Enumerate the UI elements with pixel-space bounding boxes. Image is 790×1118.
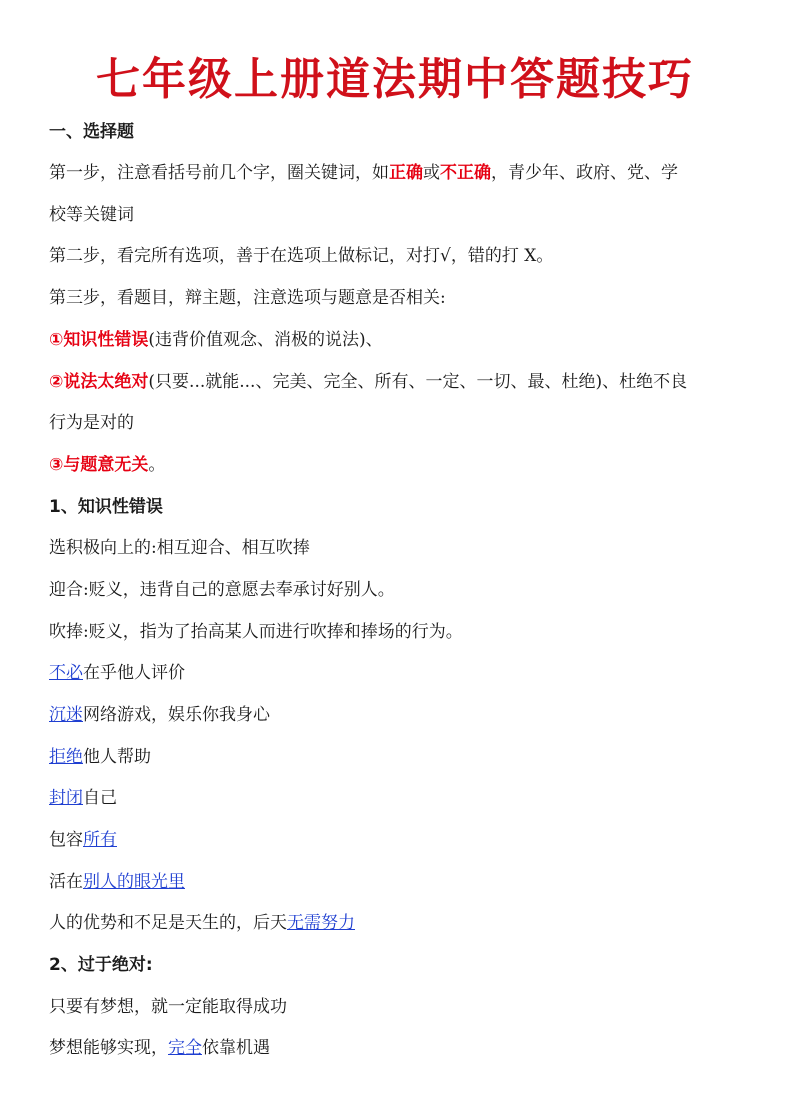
point3-label: ③与题意无关 xyxy=(49,455,149,475)
absolute-line-1: 只要有梦想，就一定能取得成功 xyxy=(49,997,287,1017)
example-1-link[interactable]: 不必 xyxy=(49,663,83,683)
example-7-text: 人的优势和不足是天生的，后天 xyxy=(49,913,287,933)
point2-line xyxy=(49,371,687,393)
keyword-correct: 正确 xyxy=(389,163,423,183)
absolute-line-2-link[interactable]: 完全 xyxy=(168,1038,202,1058)
point3-text: 。 xyxy=(148,455,166,475)
example-line-4 xyxy=(49,787,117,809)
example-2-text: 网络游戏，娱乐你我身心 xyxy=(83,705,270,725)
section-heading-absolute: 2、过于绝对: xyxy=(49,955,153,975)
point2-continued: 行为是对的 xyxy=(49,413,134,433)
step3-line: 第三步，看题目，辩主题，注意选项与题意是否相关: xyxy=(49,288,446,308)
point3-line xyxy=(49,454,165,476)
example-5-text: 包容 xyxy=(49,830,83,850)
keyword-incorrect: 不正确 xyxy=(440,163,491,183)
step1-prefix: 第一步，注意看括号前几个字，圈关键词，如 xyxy=(49,163,389,183)
example-3-text: 他人帮助 xyxy=(83,747,151,767)
point2-text: (只要...就能...、完美、完全、所有、一定、一切、最、杜绝)、杜绝不良 xyxy=(148,372,688,392)
knowledge-line-2: 迎合:贬义，违背自己的意愿去奉承讨好别人。 xyxy=(49,580,395,600)
example-1-text: 在乎他人评价 xyxy=(83,663,185,683)
knowledge-line-1: 选积极向上的:相互迎合、相互吹捧 xyxy=(49,538,310,558)
step1-continued: 校等关键词 xyxy=(49,205,134,225)
example-line-5 xyxy=(49,829,117,851)
point1-text: (违背价值观念、消极的说法)、 xyxy=(148,330,383,350)
page-title: 七年级上册道法期中答题技巧 xyxy=(96,54,694,105)
step1-suffix: ，青少年、政府、党、学 xyxy=(491,163,678,183)
example-2-link[interactable]: 沉迷 xyxy=(49,705,83,725)
example-6-link[interactable]: 别人的眼光里 xyxy=(83,872,185,892)
absolute-line-2-text: 梦想能够实现， xyxy=(49,1038,168,1058)
point1-label: ①知识性错误 xyxy=(49,330,149,350)
example-line-6 xyxy=(49,871,185,893)
step2-line: 第二步，看完所有选项，善于在选项上做标记，对打√，错的打 X。 xyxy=(49,246,554,266)
example-line-2 xyxy=(49,704,270,726)
knowledge-line-3: 吹捧:贬义，指为了抬高某人而进行吹捧和捧场的行为。 xyxy=(49,622,463,642)
point1-line xyxy=(49,329,383,351)
example-5-link[interactable]: 所有 xyxy=(83,830,117,850)
example-4-text: 自己 xyxy=(83,788,117,808)
section-heading-choice: 一、选择题 xyxy=(49,122,134,142)
point2-label: ②说法太绝对 xyxy=(49,372,149,392)
example-line-3 xyxy=(49,746,151,768)
absolute-line-2-text2: 依靠机遇 xyxy=(202,1038,270,1058)
example-7-link[interactable]: 无需努力 xyxy=(287,913,355,933)
example-line-7 xyxy=(49,912,355,934)
absolute-line-2 xyxy=(49,1037,270,1059)
example-4-link[interactable]: 封闭 xyxy=(49,788,83,808)
step1-line xyxy=(49,162,678,184)
example-6-text: 活在 xyxy=(49,872,83,892)
example-3-link[interactable]: 拒绝 xyxy=(49,747,83,767)
step1-mid: 或 xyxy=(423,163,440,183)
example-line-1 xyxy=(49,662,185,684)
section-heading-knowledge-error: 1、知识性错误 xyxy=(49,497,163,517)
